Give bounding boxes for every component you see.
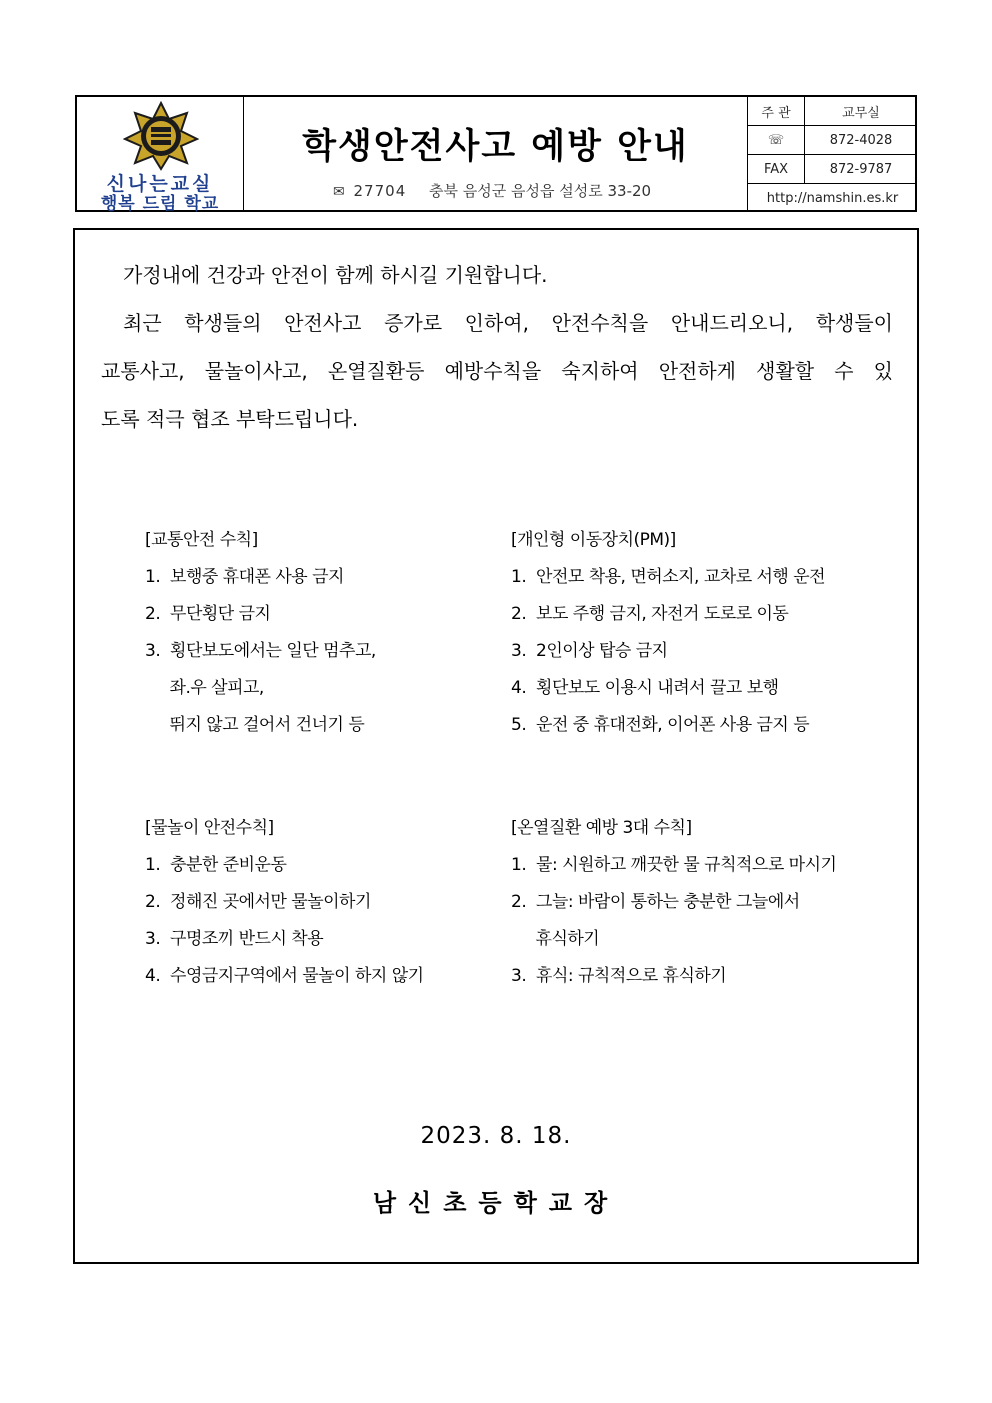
notice-body: [73, 228, 919, 1264]
fax-label: FAX: [748, 155, 805, 184]
list-item: 좌.우 살피고,: [145, 678, 264, 698]
mail-icon: ✉: [333, 184, 345, 200]
list-item: 2. 정해진 곳에서만 물놀이하기: [145, 892, 371, 912]
section-title: [온열질환 예방 3대 수칙]: [511, 818, 692, 838]
fax-row: [748, 155, 918, 184]
school-address: [333, 180, 651, 201]
list-item: 5. 운전 중 휴대전화, 이어폰 사용 금지 등: [511, 715, 810, 735]
intro-line: 가정내에 건강과 안전이 함께 하시길 기원합니다.: [123, 263, 548, 287]
section-title: [물놀이 안전수칙]: [145, 818, 274, 838]
list-item: 3. 2인이상 탑승 금지: [511, 641, 668, 661]
phone-row: [748, 126, 918, 155]
list-item: 2. 보도 주행 금지, 자전거 도로로 이동: [511, 604, 789, 624]
list-item: 2. 그늘: 바람이 통하는 충분한 그늘에서: [511, 892, 800, 912]
address-text: 충북 음성군 음성읍 설성로 33-20: [429, 182, 652, 200]
list-item: 3. 휴식: 규칙적으로 휴식하기: [511, 966, 727, 986]
list-item: 1. 물: 시원하고 깨끗한 물 규칙적으로 마시기: [511, 855, 837, 875]
phone-value: 872-4028: [805, 126, 918, 155]
school-motto-line2: 행복 드림 학교: [100, 194, 220, 214]
pm-safety-section: [511, 527, 825, 749]
dept-value: 교무실: [805, 97, 918, 126]
water-safety-section: [145, 815, 424, 1000]
body-paragraph-line3: 도록 적극 협조 부탁드립니다.: [101, 407, 359, 431]
traffic-safety-section: [145, 527, 376, 749]
fax-value: 872-9787: [805, 155, 918, 184]
section-title: [개인형 이동장치(PM)]: [511, 530, 676, 550]
heat-illness-section: [511, 815, 836, 1000]
dept-label: 주 관: [748, 97, 805, 126]
website-row: [748, 184, 918, 213]
list-item: 1. 보행중 휴대폰 사용 금지: [145, 567, 344, 587]
signer-name: 남신초등학교장: [372, 1189, 620, 1217]
body-paragraph-line2: 교통사고, 물놀이사고, 온열질환등 예방수칙을 숙지하여 안전하게 생활할 수 있: [101, 359, 893, 383]
list-item: 2. 무단횡단 금지: [145, 604, 271, 624]
list-item: 뛰지 않고 걸어서 건너기 등: [145, 715, 365, 735]
list-item: 3. 횡단보도에서는 일단 멈추고,: [145, 641, 376, 661]
contact-info-table: [747, 97, 917, 212]
section-title: [교통안전 수칙]: [145, 530, 258, 550]
body-paragraph-line1: 최근 학생들의 안전사고 증가로 인하여, 안전수칙을 안내드리오니, 학생들이: [123, 311, 893, 335]
list-item: 1. 안전모 착용, 면허소지, 교차로 서행 운전: [511, 567, 826, 587]
issue-date: 2023. 8. 18.: [420, 1123, 572, 1149]
zip-code: 27704: [353, 182, 407, 200]
dept-row: [748, 97, 918, 126]
list-item: 휴식하기: [511, 929, 600, 949]
list-item: 4. 횡단보도 이용시 내려서 끌고 보행: [511, 678, 779, 698]
document-title: 학생안전사고 예방 안내: [302, 127, 689, 167]
list-item: 1. 충분한 준비운동: [145, 855, 287, 875]
school-emblem-icon: [123, 101, 199, 171]
list-item: 4. 수영금지구역에서 물놀이 하지 않기: [145, 966, 424, 986]
phone-icon: ☏: [748, 126, 805, 155]
letterhead: [75, 95, 917, 212]
list-item: 3. 구명조끼 반드시 착용: [145, 929, 324, 949]
school-motto-line1: 신나는교실: [106, 173, 214, 195]
website-link[interactable]: http://namshin.es.kr: [748, 184, 918, 213]
school-logo-area: [77, 97, 244, 214]
